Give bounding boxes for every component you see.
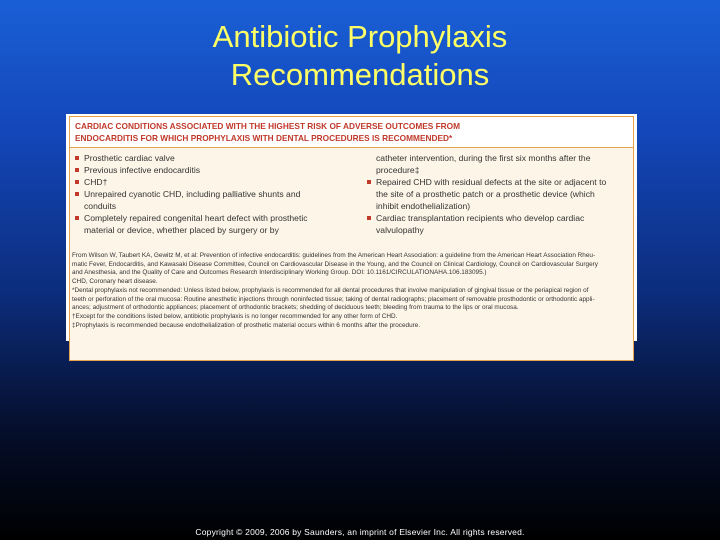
list-item [75,188,367,212]
list-item-text: catheter intervention, during the first six months after the [376,153,591,163]
table-heading-line-1: CARDIAC CONDITIONS ASSOCIATED WITH THE HIGHEST RISK OF ADVERSE OUTCOMES FROM [75,121,461,131]
bullet-icon [75,192,79,196]
list-item-text: procedure‡ [376,165,420,175]
list-item-text: Completely repaired congenital heart defect with prosthetic [84,213,308,223]
list-item-text: Unrepaired cyanotic CHD, including palliative shunts and [84,189,301,199]
list-item [75,176,367,188]
bullet-icon [367,180,371,184]
slide-title-line-2: Recommendations [230,57,490,92]
list-item-text: valvulopathy [376,225,424,235]
list-item-text: conduits [84,201,117,211]
list-item-text: Previous infective endocarditis [84,165,201,175]
bullet-icon [75,156,79,160]
list-item [75,212,367,236]
copyright-notice: Copyright © 2009, 2006 by Saunders, an imprint of Elsevier Inc. All rights reserved. [195,527,525,537]
list-item-text: CHD† [84,177,108,187]
bullet-icon [367,216,371,220]
footnote-line: ances; adjustment of orthodontic appliances; placement of orthodontic brackets; shedding of deciduous teeth; bleeding from trauma to the lips or oral mucosa. [72,304,519,312]
list-item [367,176,629,212]
list-item-text: inhibit endothelialization) [376,201,471,211]
list-item-text: Prosthetic cardiac valve [84,153,175,163]
footnote-line: CHD, Coronary heart disease. [72,278,158,286]
table-heading-line-2: ENDOCARDITIS FOR WHICH PROPHYLAXIS WITH DENTAL PROCEDURES IS RECOMMENDED* [75,132,453,143]
bullet-icon [75,168,79,172]
list-item [75,164,367,176]
list-item [75,152,367,164]
list-item-text: Repaired CHD with residual defects at the site or adjacent to [376,177,607,187]
list-item-continuation [367,152,629,176]
footnote-line: and Anesthesia, and the Quality of Care and Outcomes Research Interdisciplinary Working Group. DOI: 10.1161/CIRCULATIONAHA.106.183095.) [72,269,487,277]
table-footnotes [69,252,634,330]
footnote-line: ‡Prophylaxis is recommended because endothelialization of prosthetic material occurs within 6 months after the procedure. [72,321,421,329]
footnote-line: *Dental prophylaxis not recommended: Unless listed below, prophylaxis is recommended for all dental procedures that involve manipulation of gingival tissue or the periapical region of [72,286,589,294]
left-column [75,152,367,236]
slide-title-line-1: Antibiotic Prophylaxis [212,19,508,54]
list-item-text: the site of a prosthetic patch or a prosthetic device (which [376,189,595,199]
table-body [70,148,633,236]
footnote-line: From Wilson W, Taubert KA, Gewitz M, et al: Prevention of infective endocarditis: guidelines from the American Heart Association: a guideline from the American Heart Association Rheu- [72,252,596,259]
footnote-line: teeth or perforation of the oral mucosa: Routine anesthetic injections through noninfected tissue; taking of dental radiographs; placement of removable prosthodontic or orthodontic appli- [72,295,595,303]
bullet-icon [75,216,79,220]
slide-title [0,18,720,94]
table-heading [70,117,633,148]
list-item-text: Cardiac transplantation recipients who develop cardiac [376,213,585,223]
list-item-text: material or device, whether placed by surgery or by [84,225,279,235]
list-item [367,212,629,236]
right-column [367,152,629,236]
table-image [66,114,637,341]
footnote-line: †Except for the conditions listed below, antibiotic prophylaxis is no longer recommended for any other form of CHD. [72,312,398,320]
bullet-icon [75,180,79,184]
footnote-line: matic Fever, Endocarditis, and Kawasaki Disease Committee, Council on Cardiovascular Disease in the Young, and the Council on Clinical Cardiology, Council on Cardiovascular Surgery [72,260,598,268]
